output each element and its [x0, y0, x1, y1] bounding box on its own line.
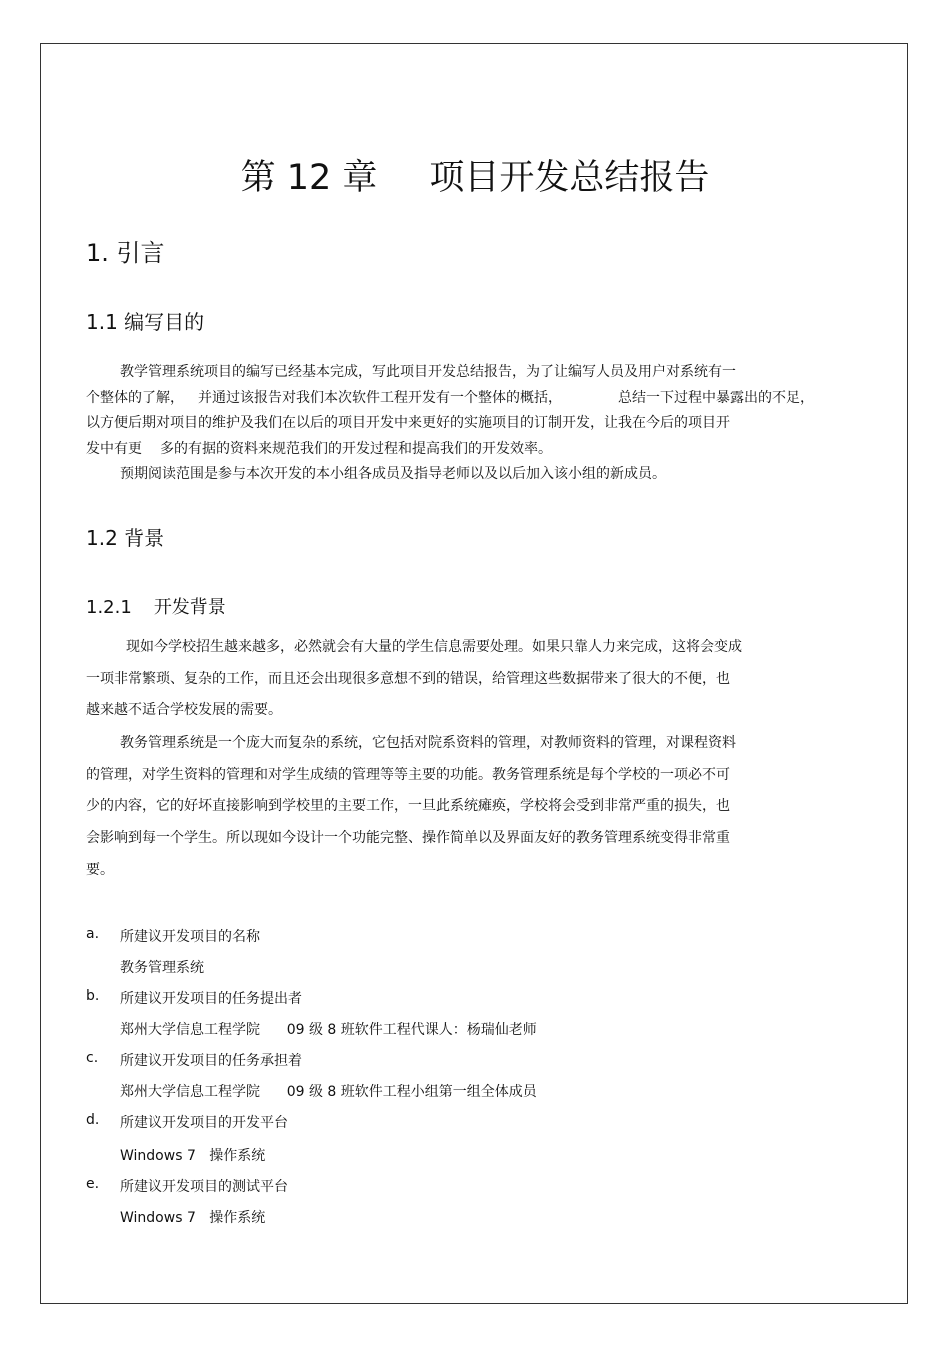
item-c-label: 所建议开发项目的任务承担着: [120, 1053, 302, 1069]
chapter-title: 第 12 章 项目开发总结报告: [240, 158, 710, 198]
item-a-marker: a.: [86, 926, 100, 942]
item-b-label: 所建议开发项目的任务提出者: [120, 991, 302, 1007]
item-d-marker: d.: [86, 1112, 100, 1128]
item-a-value: 教务管理系统: [120, 960, 204, 976]
section-1-heading: 1. 引言: [86, 239, 165, 267]
item-e-label: 所建议开发项目的测试平台: [120, 1179, 288, 1195]
item-a-label: 所建议开发项目的名称: [120, 929, 260, 945]
background-paragraph-2: 教务管理系统是一个庞大而复杂的系统，它包括对院系资料的管理，对教师资料的管理，对课程资料 的管理，对学生资料的管理和对学生成绩的管理等等主要的功能。教务管理系统是每个学校的一项必不可 少的内容，它的好坏直接影响到学校里的主要工作，一旦此系统瘫痪，学校将会受到非常严重的损失，也 会影响到每一个学生。所以现如今设计一个功能完整、操作简单以及界面友好的教务管理系统变得非常重 要。: [86, 735, 736, 878]
item-e-marker: e.: [86, 1176, 100, 1192]
item-c-value: 郑州大学信息工程学院 09 级 8 班软件工程小组第一组全体成员: [120, 1084, 537, 1100]
purpose-paragraph: 教学管理系统项目的编写已经基本完成，写此项目开发总结报告，为了让编写人员及用户对系统有一 个整体的了解， 并通过该报告对我们本次软件工程开发有一个整体的概括， 总结一下过程中暴露出的不足， 以方便后期对项目的维护及我们在以后的项目开发中来更好的实施项目的订制开发，让我在今后的项目开 发中有更 多的有据的资料来规范我们的开发过程和提高我们的开发效率。 预期阅读范围是参与本次开发的本小组各成员及指导老师以及以后加入该小组的新成员。: [86, 364, 814, 482]
item-c-marker: c.: [86, 1050, 99, 1066]
item-b-marker: b.: [86, 988, 100, 1004]
background-paragraph-1: 现如今学校招生越来越多，必然就会有大量的学生信息需要处理。如果只靠人力来完成，这将会变成 一项非常繁琐、复杂的工作，而且还会出现很多意想不到的错误，给管理这些数据带来了很大的不便，也 越来越不适合学校发展的需要。: [86, 639, 742, 719]
section-1-2-1-heading: 1.2.1 开发背景: [86, 597, 226, 618]
section-1-2-heading: 1.2 背景: [86, 526, 165, 550]
item-d-value: Windows 7 操作系统: [120, 1148, 266, 1164]
item-e-value: Windows 7 操作系统: [120, 1210, 266, 1226]
item-d-label: 所建议开发项目的开发平台: [120, 1115, 288, 1131]
item-b-value: 郑州大学信息工程学院 09 级 8 班软件工程代课人：杨瑞仙老师: [120, 1022, 537, 1038]
section-1-1-heading: 1.1 编写目的: [86, 310, 205, 334]
